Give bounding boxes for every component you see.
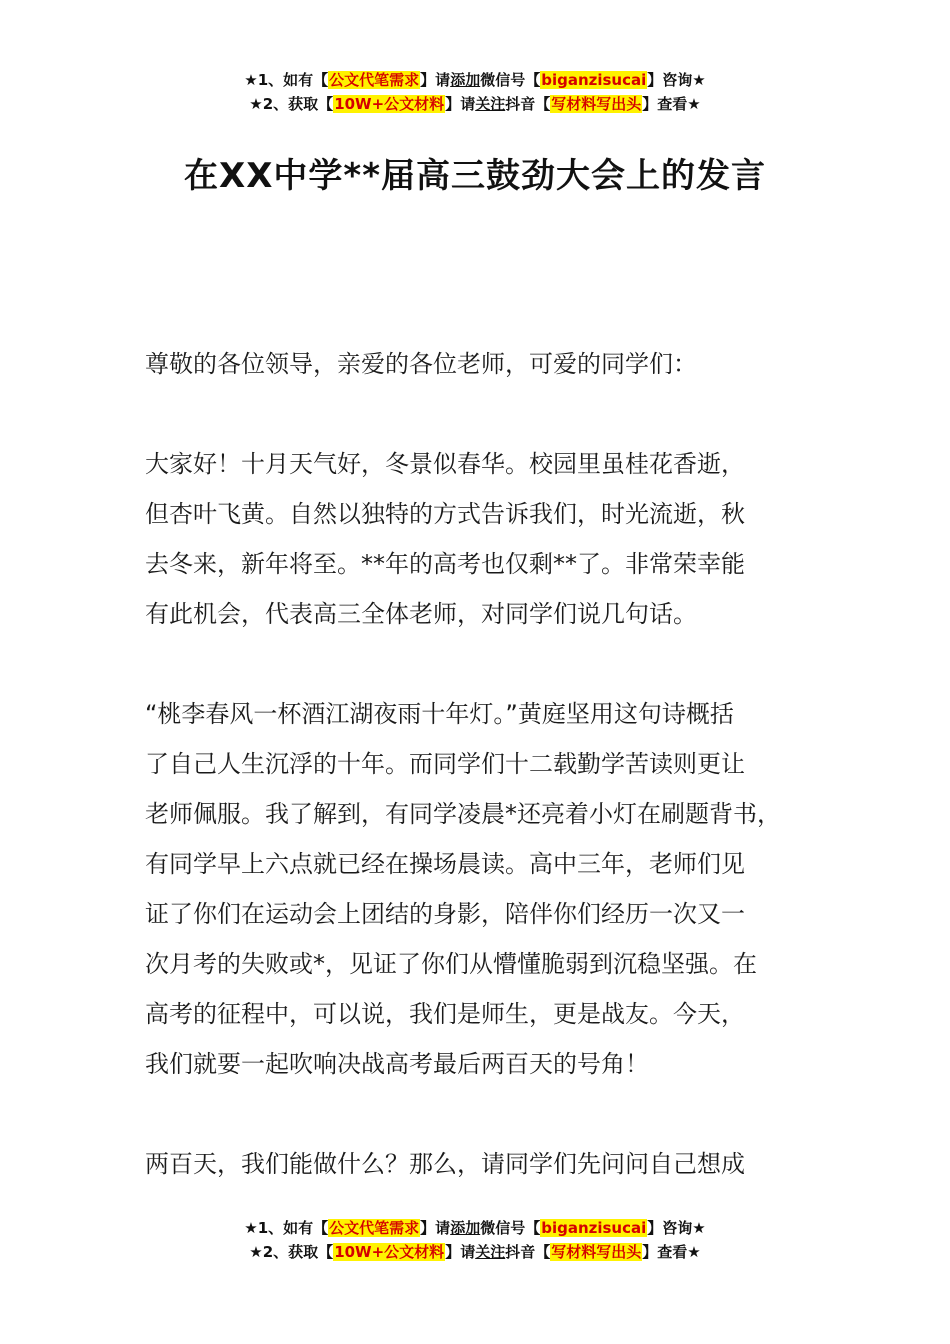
document-title: 在XX中学**届高三鼓劲大会上的发言 bbox=[184, 156, 766, 196]
banner-text: 】请 bbox=[420, 71, 451, 89]
banner-text: 抖音【 bbox=[505, 1243, 551, 1261]
banner-line-2 bbox=[0, 1240, 950, 1264]
banner-text: 】查看★ bbox=[642, 95, 701, 113]
banner-text: 】请 bbox=[445, 1243, 476, 1261]
banner-underlined-text: 添加 bbox=[450, 1219, 481, 1237]
banner-highlight: 10W+公文材料 bbox=[334, 95, 445, 113]
banner-highlight: biganzisucai bbox=[541, 1219, 647, 1237]
paragraph-salutation: 尊敬的各位领导，亲爱的各位老师，可爱的同学们： bbox=[145, 350, 697, 378]
banner-text: 】请 bbox=[420, 1219, 451, 1237]
banner-text: 】咨询★ bbox=[647, 71, 706, 89]
document-body bbox=[145, 339, 835, 1239]
banner-text: ★2、获取【 bbox=[249, 1243, 334, 1261]
banner-text: ★1、如有【 bbox=[244, 1219, 329, 1237]
banner-highlight: 10W+公文材料 bbox=[334, 1243, 445, 1261]
banner-highlight: biganzisucai bbox=[541, 71, 647, 89]
banner-text: ★2、获取【 bbox=[249, 95, 334, 113]
banner-text: 】查看★ bbox=[642, 1243, 701, 1261]
bottom-banner bbox=[0, 1216, 950, 1264]
banner-text: 微信号【 bbox=[480, 1219, 541, 1237]
banner-underlined-text: 关注 bbox=[475, 95, 506, 113]
banner-highlight: 公文代笔需求 bbox=[329, 1219, 420, 1237]
banner-highlight: 写材料写出头 bbox=[551, 95, 642, 113]
paragraph: “桃李春风一杯酒江湖夜雨十年灯。”黄庭坚用这句诗概括 了自己人生沉浮的十年。而同学们十二载勤学苦读则更让 老师佩服。我了解到，有同学凌晨*还亮着小灯在刷题背书， 有同学早上六点就已经在操场晨读。高中三年，老师们见 证了你们在运动会上团结的身影，陪伴你们经历一次又一 次月考的失败或*，见证了你们从懵懂脆弱到沉稳坚强。在 高考的征程中，可以说，我们是师生，更是战友。今天， 我们就要一起吹响决战高考最后两百天的号角！ bbox=[145, 700, 781, 1078]
banner-highlight: 写材料写出头 bbox=[551, 1243, 642, 1261]
banner-text: 】请 bbox=[445, 95, 476, 113]
banner-highlight: 公文代笔需求 bbox=[329, 71, 420, 89]
banner-underlined-text: 添加 bbox=[450, 71, 481, 89]
banner-text: 微信号【 bbox=[480, 71, 541, 89]
banner-text: ★1、如有【 bbox=[244, 71, 329, 89]
paragraph: 两百天，我们能做什么？那么，请同学们先问问自己想成 bbox=[145, 1150, 745, 1178]
top-banner bbox=[0, 68, 950, 116]
banner-line-2 bbox=[0, 92, 950, 116]
banner-text: 抖音【 bbox=[505, 95, 551, 113]
banner-line-1 bbox=[0, 68, 950, 92]
banner-underlined-text: 关注 bbox=[475, 1243, 506, 1261]
paragraph: 大家好！十月天气好，冬景似春华。校园里虽桂花香逝， 但杏叶飞黄。自然以独特的方式告诉我们，时光流逝，秋 去冬来，新年将至。**年的高考也仅剩**了。非常荣幸能 有此机会，代表高三全体老师，对同学们说几句话。 bbox=[145, 450, 745, 628]
banner-text: 】咨询★ bbox=[647, 1219, 706, 1237]
banner-line-1 bbox=[0, 1216, 950, 1240]
